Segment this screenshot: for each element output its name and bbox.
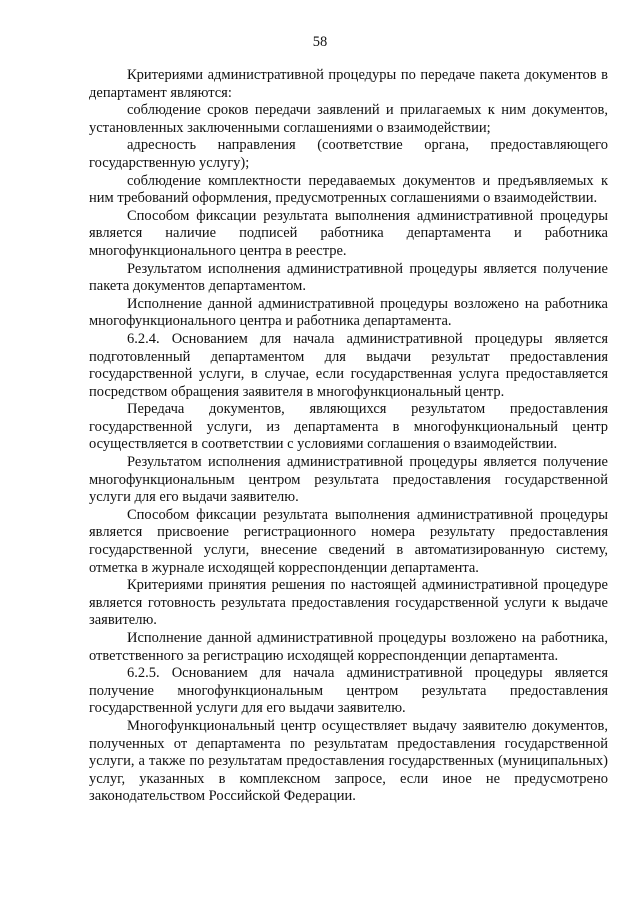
paragraph: Результатом исполнения административной процедуры является получение пакета документов департаментом. [89,260,608,295]
paragraph: соблюдение комплектности передаваемых документов и предъявляемых к ним требований оформления, предусмотренных соглашениями о взаимодействии. [89,172,608,207]
section-6-2-5-paragraph: 6.2.5. Основанием для начала административной процедуры является получение многофункциональным центром результата предоставления государственной услуги для его выдачи заявителю. [89,665,608,717]
section-6-2-4-paragraph: 6.2.4. Основанием для начала административной процедуры является подготовленный департаментом для выдачи результат предоставления государственной услуги, в случае, если государственная услуга предоставляется посредством обращения заявителя в многофункциональный центр. [89,330,608,400]
document-body [89,67,608,806]
paragraph: Передача документов, являющихся результатом предоставления государственной услуги, из департамента в многофункциональный центр осуществляется в соответствии с условиями соглашения о взаимодействии. [89,401,608,453]
paragraph: Способом фиксации результата выполнения административной процедуры является наличие подписей работника департамента и работника многофункционального центра в реестре. [89,207,608,259]
paragraph: соблюдение сроков передачи заявлений и прилагаемых к ним документов, установленных заключенными соглашениями о взаимодействии; [89,102,608,136]
paragraph: Способом фиксации результата выполнения административной процедуры является присвоение регистрационного номера результату предоставления государственной услуги, внесение сведений в автоматизированную систему, отметка в журнале исходящей корреспонденции департамента. [89,506,608,576]
paragraph: Критериями принятия решения по настоящей административной процедуре является готовность результата предоставления государственной услуги к выдаче заявителю. [89,577,608,629]
paragraph: Критериями административной процедуры по передаче пакета документов в департамент являются: [89,67,608,101]
paragraph: Исполнение данной административной процедуры возложено на работника многофункционального центра и работника департамента. [89,295,608,330]
paragraph: адресность направления (соответствие органа, предоставляющего государственную услугу); [89,137,608,171]
paragraph: Результатом исполнения административной процедуры является получение многофункциональным центром результата предоставления государственной услуги для его выдачи заявителю. [89,454,608,506]
page-number: 58 [312,34,328,50]
paragraph: Многофункциональный центр осуществляет выдачу заявителю документов, полученных от департамента по результатам предоставления государственной услуги, а также по результатам предоставления государственных (муниципальных) услуг, указанных в комплексном запросе, если иное не предусмотрено законодательством Российской Федерации. [89,717,608,805]
paragraph: Исполнение данной административной процедуры возложено на работника, ответственного за регистрацию исходящей корреспонденции департамента. [89,630,608,664]
